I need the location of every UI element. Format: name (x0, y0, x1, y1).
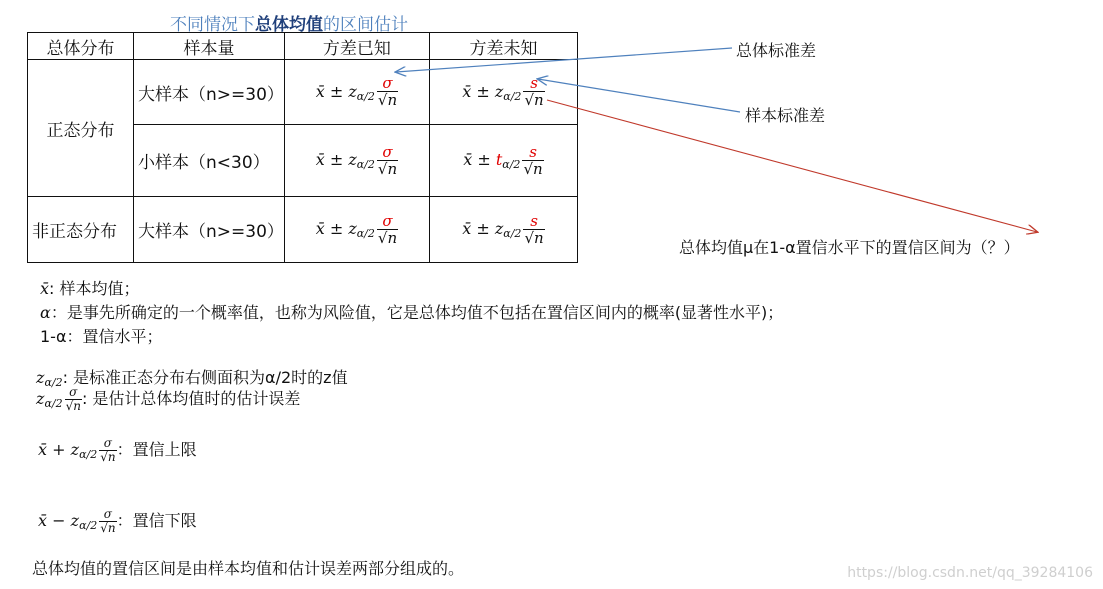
cell-large-sample: 大样本（n>=30） (134, 197, 285, 263)
header-variance-unknown: 方差未知 (429, 33, 577, 60)
note-xbar: x̄: 样本均值； (40, 279, 140, 298)
note-conf-level: 1-α：置信水平； (40, 327, 163, 346)
label-question: 总体均值μ在1-α置信水平下的置信区间为（？） (679, 238, 1020, 257)
cell-nonnormal: 非正态分布 (28, 197, 134, 263)
formula-z-sigma: x̄ ± $z_{\alpha/2}$ $\frac{\sigma}{√n}$ (284, 125, 429, 197)
arrow-sample-sd (538, 79, 740, 112)
formula-z-s: x̄ ± $z_{\alpha/2}$ $\frac{s}{√n}$ (429, 60, 577, 125)
header-sample-size: 样本量 (134, 33, 285, 60)
note-error-def: $z_{\alpha/2}$ $\frac{\sigma}{√n}$ : 是估计总体均值时的估计误差 (36, 385, 301, 413)
header-distribution: 总体分布 (28, 33, 134, 60)
cell-large-sample: 大样本（n>=30） (134, 60, 285, 125)
header-variance-known: 方差已知 (284, 33, 429, 60)
arrow-pop-sd (396, 48, 732, 72)
formula-t-s: x̄ ± $t_{\alpha/2}$ $\frac{s}{√n}$ (429, 125, 577, 197)
cell-small-sample: 小样本（n<30） (134, 125, 285, 197)
note-z-def: $z_{\alpha/2}$: 是标准正态分布右侧面积为α/2时的z值 (36, 368, 348, 389)
watermark: https://blog.csdn.net/qq_39284106 (847, 565, 1093, 581)
formula-z-sigma: x̄ ± $z_{\alpha/2}$ $\frac{\sigma}{√n}$ (284, 60, 429, 125)
cell-normal: 正态分布 (28, 60, 134, 197)
summary-text: 总体均值的置信区间是由样本均值和估计误差两部分组成的。 (32, 559, 465, 578)
formula-z-sigma: x̄ ± $z_{\alpha/2}$ $\frac{\sigma}{√n}$ (284, 197, 429, 263)
note-alpha: α：是事先所确定的一个概率值，也称为风险值，它是总体均值不包括在置信区间内的概率(显著性水平)； (40, 303, 784, 322)
label-pop-sd: 总体标准差 (736, 41, 817, 60)
note-lower: x̄ − $z_{\alpha/2}$ $\frac{\sigma}{√n}$ ：置信下限 (38, 507, 197, 535)
label-sample-sd: 样本标准差 (745, 106, 826, 125)
page-title: 不同情况下总体均值的区间估计 (170, 15, 408, 35)
note-upper: x̄ + $z_{\alpha/2}$ $\frac{\sigma}{√n}$ ：置信上限 (38, 436, 197, 464)
formula-z-s: x̄ ± $z_{\alpha/2}$ $\frac{s}{√n}$ (429, 197, 577, 263)
